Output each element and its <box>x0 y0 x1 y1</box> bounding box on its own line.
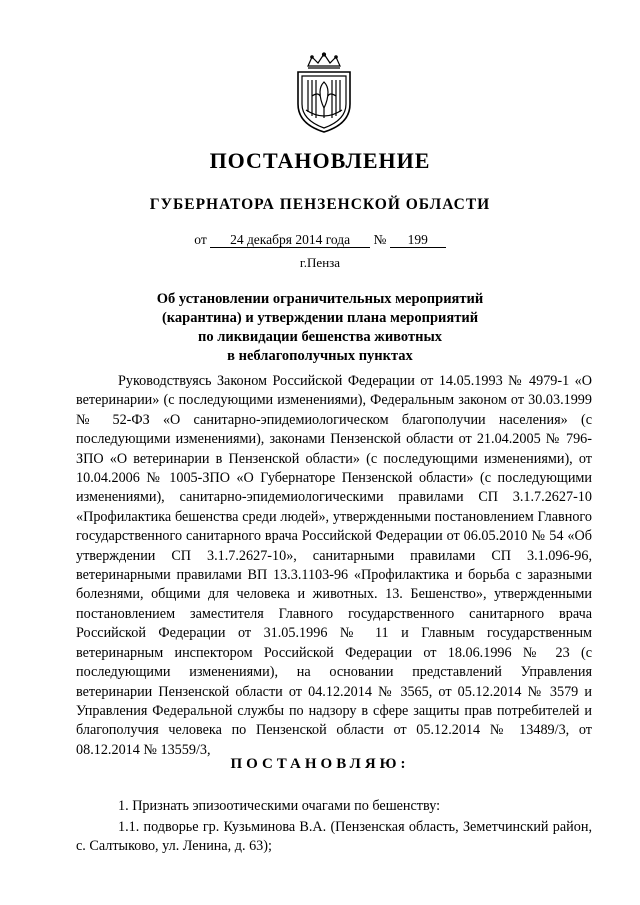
document-title: ПОСТАНОВЛЕНИЕ <box>209 148 431 173</box>
heading-line: в неблагополучных пунктах <box>227 348 413 364</box>
heading-line: (карантина) и утверждении плана мероприятий <box>161 310 479 326</box>
list-item-1: 1. Признать эпизоотическими очагами по бешенству: <box>118 798 441 814</box>
document-heading <box>100 290 540 366</box>
document-date: 24 декабря 2014 года <box>210 232 370 248</box>
issuer-title: ГУБЕРНАТОРА ПЕНЗЕНСКОЙ ОБЛАСТИ <box>149 196 491 213</box>
preamble-paragraph <box>76 372 592 760</box>
preamble-text: Руководствуясь Законом Российской Федерации от 14.05.1993 № 4979-1 «О ветеринарии» (с последующими изменениями), Федеральным законом от 30.03.1999 № 52-ФЗ «О санитарно-эпидемиологическом благополучии населения» (с последующими изменениями), законами Пензенской области от 21.04.2005 № 796-ЗПО «О ветеринарии в Пензенской области» (с последующими изменениями), от 10.04.2006 № 1005-ЗПО «О Губернаторе Пензенской области» (с последующими изменениями), санитарно-эпидемиологическими правилами СП 3.1.7.2627-10 «Профилактика бешенства среди людей», утвержденными постановлением Главного государственного санитарного врача Российской Федерации от 06.05.2010 № 54 «Об утверждении СП 3.1.7.2627-10», санитарными правилами СП 3.1.096-96, ветеринарными правилами ВП 13.3.1103-96 «Профилактика и борьба с заразными болезнями, общими для человека и животных. 13. Бешенство», утвержденными постановлением заместителя Главного государственного санитарного врача Российской Федерации от 31.05.1996 № 11 и Главным государственным ветеринарным инспектором Российской Федерации от 18.06.1996 № 23 (с последующими изменениями), на основании представлений Управления ветеринарии Пензенской области от 04.12.2014 № 3565, от 05.12.2014 № 3579 и Управления Федеральной службы по надзору в сфере защиты прав потребителей и благополучия человека по Пензенской области от 05.12.2014 № 13489/3, от 08.12.2014 № 13559/3, <box>76 373 592 758</box>
city: г.Пенза <box>299 255 341 270</box>
heading-line: по ликвидации бешенства животных <box>197 329 443 345</box>
heading-line: Об установлении ограничительных мероприятий <box>156 291 484 307</box>
date-number-line <box>0 232 640 248</box>
decree-word: ПОСТАНОВЛЯЮ: <box>230 756 410 772</box>
document-number: 199 <box>390 232 446 248</box>
list-item-1-1-text: 1.1. подворье гр. Кузьминова В.А. (Пензенская область, Земетчинский район, с. Салтыково, ул. Ленина, д. 63); <box>76 819 592 855</box>
coat-of-arms-icon <box>290 52 358 134</box>
number-label: № <box>373 232 387 247</box>
list-item-1-1 <box>76 818 592 857</box>
from-label: от <box>194 232 207 247</box>
